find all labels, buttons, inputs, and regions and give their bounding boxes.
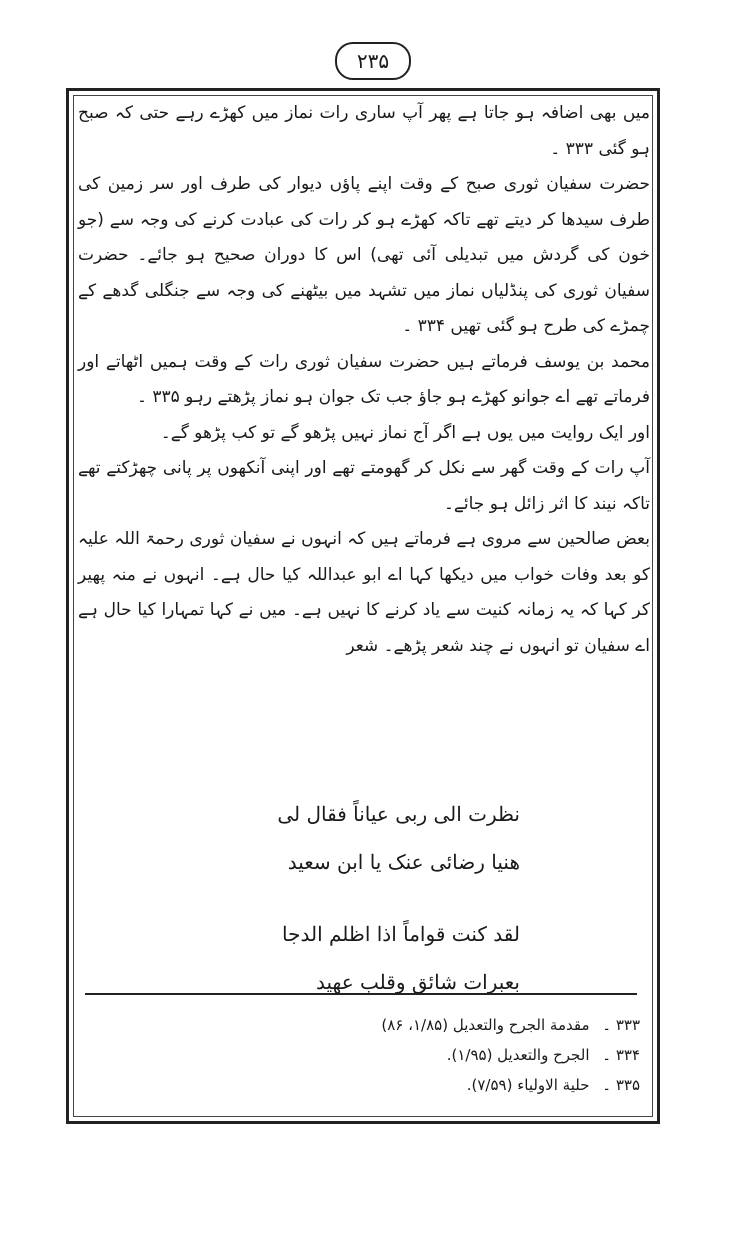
poem-verse: بعبرات شائق وقلب عهید	[315, 970, 520, 994]
footnote-item	[260, 1040, 640, 1070]
footnote-number: ۳۳۵ ۔	[602, 1076, 640, 1094]
footnote-number: ۳۳۴ ۔	[602, 1046, 640, 1064]
poem-couplet	[220, 910, 520, 1006]
poem-verse: لقد کنت قواماً اذا اظلم الدجا	[282, 922, 520, 946]
paragraph: بعض صالحین سے مروی ہے فرماتے ہیں کہ انہوں نے سفیان ثوری رحمۃ اللہ علیہ کو بعد وفات خواب میں دیکھا کہا اے ابو عبداللہ کیا حال ہے۔ انہوں نے منہ پھیر کر کہا کہ یہ زمانہ کنیت سے یاد کرنے کا نہیں ہے۔ میں نے کہا تمہارا کیا حال ہے اے سفیان تو انہوں نے چند شعر پڑھے۔ شعر	[78, 529, 650, 656]
paragraph: اور ایک روایت میں یوں ہے اگر آج نماز نہیں پڑھو گے تو کب پڑھو گے۔	[160, 422, 650, 443]
paragraph: آپ رات کے وقت گھر سے نکل کر گھومتے تھے اور اپنی آنکھوں پر پانی چھڑکتے تھے تاکہ نیند کا اثر زائل ہو جائے۔	[78, 458, 650, 514]
footnote-divider	[85, 993, 637, 995]
paragraph: حضرت سفیان ثوری صبح کے وقت اپنے پاؤں دیوار کی طرف اور سر زمین کی طرف سیدھا کر دیتے تھے تاکہ کھڑے ہو کر رات کی عبادت کرنے کی وجہ سے (جو خون کی گردش میں تبدیلی آئی تھی) اس کا دوران صحیح ہو جائے۔ حضرت سفیان ثوری کی پنڈلیاں نماز میں تشہد میں بیٹھنے کی وجہ سے جنگلی گدھے کے چمڑے کی طرح ہو گئی تھیں ۳۳۴ ۔	[78, 174, 650, 336]
footnote-item	[260, 1010, 640, 1040]
poem-couplet	[220, 790, 520, 886]
footnote-text: حلیة الاولیاء (۷/۵۹).	[466, 1076, 590, 1094]
page-number: ۲۳۵	[335, 42, 411, 80]
paragraph: میں بھی اضافہ ہو جاتا ہے پھر آپ ساری رات نماز میں کھڑے رہے حتی کہ صبح ہو گئی ۳۳۳ ۔	[78, 103, 650, 159]
footnote-text: مقدمة الجرح والتعدیل (۱/۸۵، ۸۶)	[381, 1016, 590, 1034]
paragraph: محمد بن یوسف فرماتے ہیں حضرت سفیان ثوری رات کے وقت ہمیں اٹھاتے اور فرماتے تھے اے جوانو کھڑے ہو جاؤ جب تک جوان ہو نماز پڑھتے رہو ۳۳۵ ۔	[78, 351, 650, 407]
poem-verse: هنیا رضائی عنک یا ابن سعید	[287, 850, 520, 874]
body-text	[78, 96, 650, 664]
footnote-number: ۳۳۳ ۔	[602, 1016, 640, 1034]
footnotes	[260, 1010, 640, 1100]
poem-verse: نظرت الی ربی عیاناً فقال لی	[277, 802, 520, 826]
footnote-text: الجرح والتعدیل (۱/۹۵).	[446, 1046, 590, 1064]
footnote-item	[260, 1070, 640, 1100]
